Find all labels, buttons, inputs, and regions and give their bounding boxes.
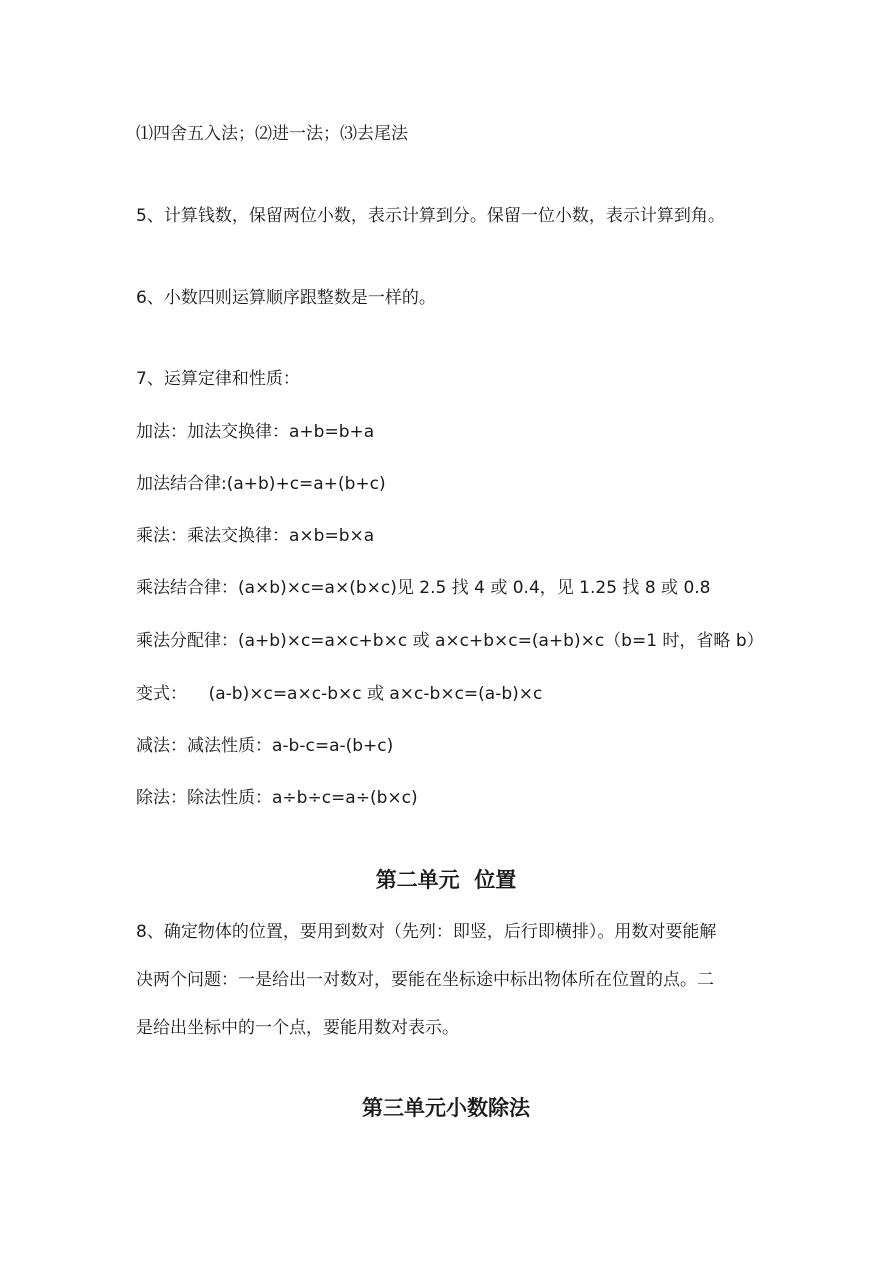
multiplication-distributive-law: 乘法分配律：(a+b)×c=a×c+b×c 或 a×c+b×c=(a+b)×c（b=1 时，省略 b）: [136, 631, 764, 651]
item-8-paragraph: [136, 920, 761, 1040]
subtraction-property: 减法：减法性质：a-b-c=a-(b+c): [136, 736, 394, 756]
item-8-line-2: 决两个问题：一是给出一对数对，要能在坐标途中标出物体所在位置的点。二: [136, 970, 714, 990]
unit-2-heading: 第二单元 位置: [375, 868, 517, 892]
addition-associative-law: 加法结合律:(a+b)+c=a+(b+c): [136, 474, 386, 494]
multiplication-associative-law: 乘法结合律：(a×b)×c=a×(b×c)见 2.5 找 4 或 0.4，见 1.25 找 8 或 0.8: [136, 578, 711, 598]
distributive-variant: 变式： (a-b)×c=a×c-b×c 或 a×c-b×c=(a-b)×c: [136, 684, 543, 704]
item-8-line-3: 是给出坐标中的一个点，要能用数对表示。: [136, 1018, 459, 1038]
item-8-line-1: 8、确定物体的位置，要用到数对（先列：即竖，后行即横排）。用数对要能解: [136, 922, 717, 942]
division-property: 除法：除法性质：a÷b÷c=a÷(b×c): [136, 788, 418, 808]
item-6-operation-order: 6、小数四则运算顺序跟整数是一样的。: [136, 288, 436, 308]
unit-3-heading: 第三单元小数除法: [362, 1096, 530, 1120]
item-5-money-calculation: 5、计算钱数，保留两位小数，表示计算到分。保留一位小数，表示计算到角。: [136, 206, 725, 226]
rounding-methods-line: ⑴四舍五入法；⑵进一法；⑶去尾法: [136, 124, 408, 144]
addition-commutative-law: 加法：加法交换律：a+b=b+a: [136, 422, 375, 442]
multiplication-commutative-law: 乘法：乘法交换律：a×b=b×a: [136, 526, 375, 546]
item-7-laws-title: 7、运算定律和性质：: [136, 369, 300, 389]
